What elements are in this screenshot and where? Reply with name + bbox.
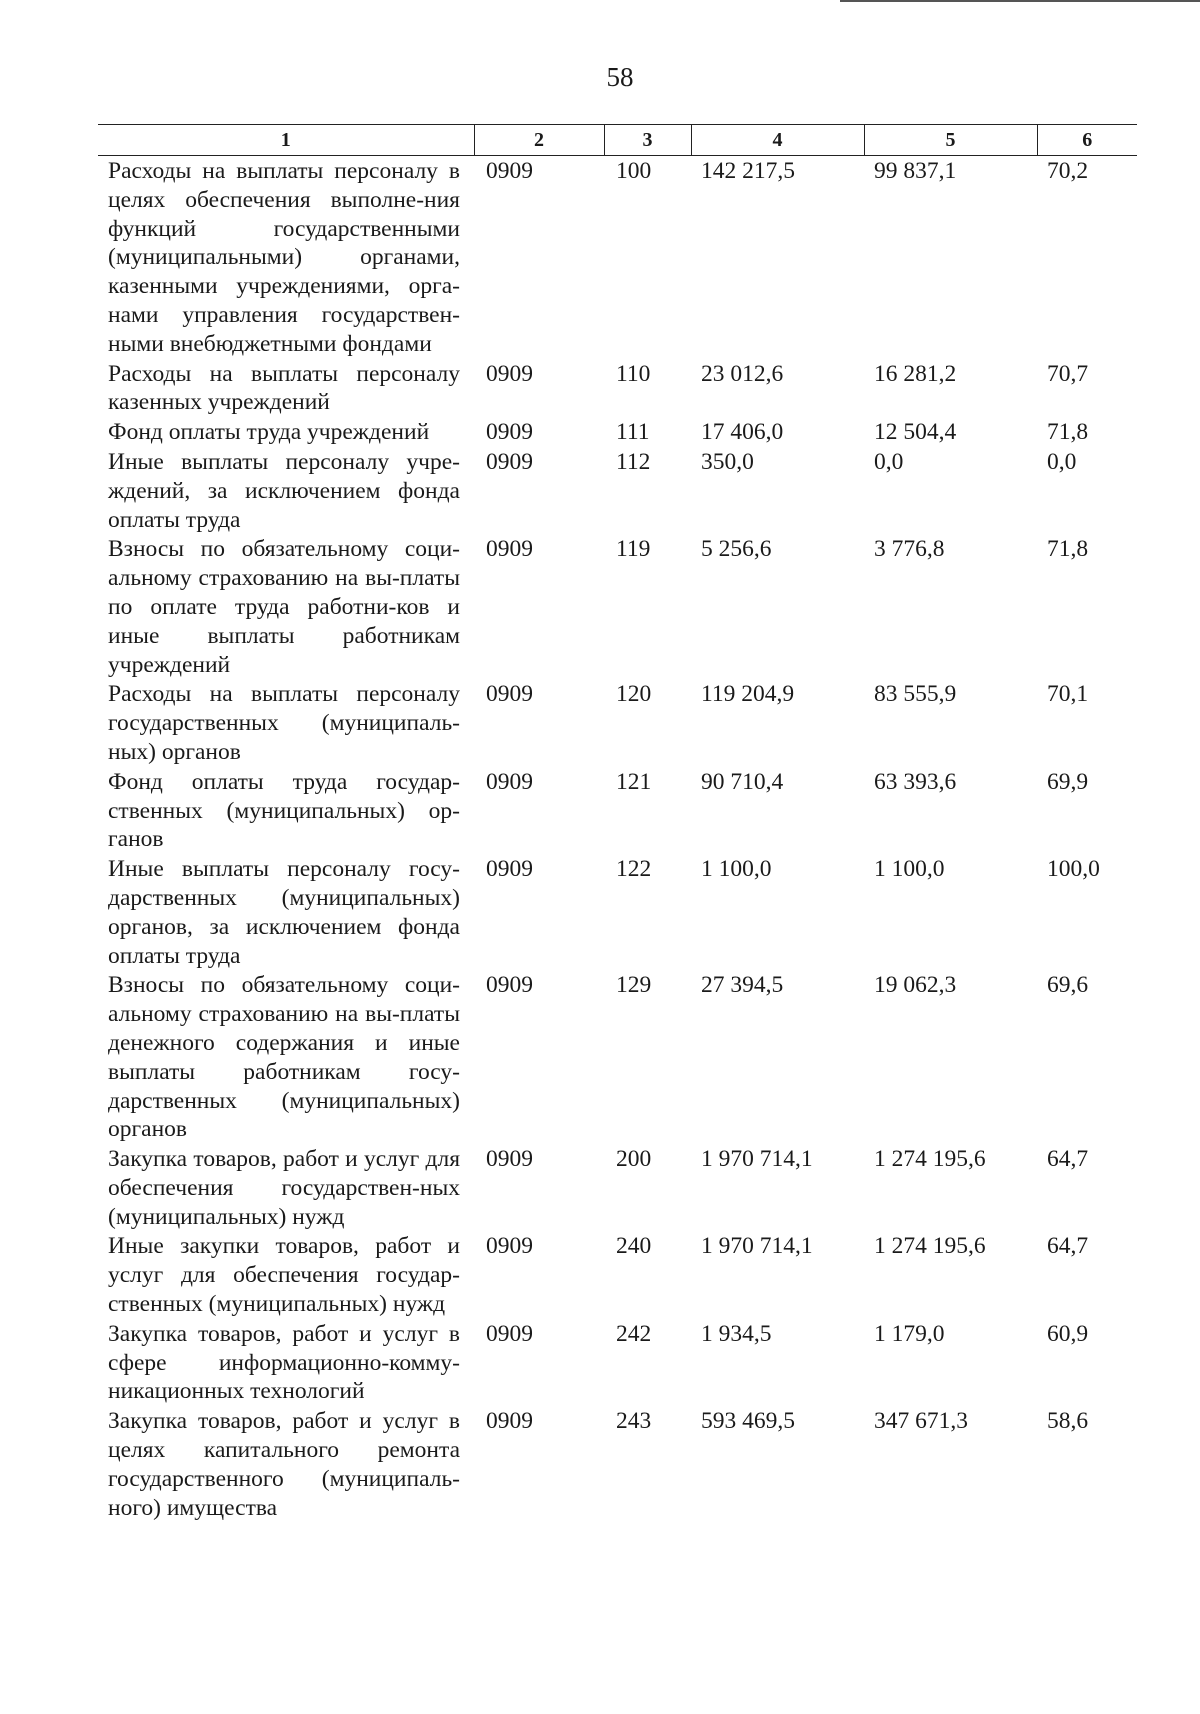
completion-percent: 64,7	[1047, 1146, 1089, 1173]
planned-amount: 5 256,6	[701, 536, 772, 563]
planned-amount: 350,0	[701, 448, 754, 475]
expense-type-code: 112	[616, 448, 651, 475]
planned-amount: 1 970 714,1	[701, 1146, 813, 1173]
expense-type-code: 122	[616, 856, 652, 883]
section-code: 0909	[486, 856, 533, 883]
section-code: 0909	[486, 1146, 533, 1173]
expense-type-code: 111	[616, 419, 650, 446]
completion-percent: 70,7	[1047, 360, 1089, 387]
table-row	[98, 1231, 1137, 1318]
expense-type-code: 121	[616, 768, 652, 795]
section-code: 0909	[486, 158, 533, 184]
expense-name: Фонд оплаты труда учреждений	[108, 419, 430, 446]
section-code: 0909	[486, 768, 533, 795]
expense-type-code: 100	[616, 158, 652, 184]
planned-amount: 23 012,6	[701, 360, 784, 387]
expense-name: Расходы на выплаты персоналу казенных учреждений	[108, 360, 460, 416]
expense-name: Иные закупки товаров, работ и услуг для обеспечения государ-ственных (муниципальных) нужд	[108, 1233, 460, 1318]
actual-amount: 99 837,1	[874, 158, 957, 184]
planned-amount: 119 204,9	[701, 681, 795, 708]
table-header-row	[98, 125, 1137, 156]
completion-percent: 100,0	[1047, 856, 1100, 883]
actual-amount: 19 062,3	[874, 972, 957, 999]
planned-amount: 1 934,5	[701, 1320, 772, 1347]
expense-name: Закупка товаров, работ и услуг в сфере информационно-комму-никационных технологий	[108, 1320, 460, 1405]
expense-type-code: 120	[616, 681, 652, 708]
expense-name: Расходы на выплаты персоналу государственных (муниципаль-ных) органов	[108, 681, 460, 765]
top-edge-rule	[840, 0, 1200, 2]
expense-type-code: 129	[616, 972, 652, 999]
expense-type-code: 200	[616, 1146, 652, 1173]
column-header-4: 4	[691, 125, 864, 156]
expense-name: Взносы по обязательному соци-альному страхованию на вы-платы денежного содержания и иные выплаты работникам госу-дарственных (муниципальных) органов	[108, 972, 460, 1143]
actual-amount: 3 776,8	[874, 536, 945, 563]
actual-amount: 1 274 195,6	[874, 1146, 986, 1173]
planned-amount: 142 217,5	[701, 158, 795, 184]
table-row	[98, 359, 1137, 418]
table-row	[98, 970, 1137, 1144]
section-code: 0909	[486, 448, 533, 475]
table-row	[98, 679, 1137, 766]
section-code: 0909	[486, 536, 533, 563]
planned-amount: 90 710,4	[701, 768, 784, 795]
completion-percent: 60,9	[1047, 1320, 1089, 1347]
expense-name: Фонд оплаты труда государ-ственных (муниципальных) ор-ганов	[108, 768, 460, 853]
expense-type-code: 110	[616, 360, 651, 387]
completion-percent: 70,1	[1047, 681, 1089, 708]
completion-percent: 58,6	[1047, 1408, 1089, 1435]
expense-type-code: 240	[616, 1233, 652, 1260]
section-code: 0909	[486, 360, 533, 387]
actual-amount: 16 281,2	[874, 360, 957, 387]
completion-percent: 71,8	[1047, 419, 1089, 446]
actual-amount: 1 100,0	[874, 856, 945, 883]
planned-amount: 27 394,5	[701, 972, 784, 999]
section-code: 0909	[486, 681, 533, 708]
expense-name: Закупка товаров, работ и услуг для обеспечения государствен-ных (муниципальных) нужд	[108, 1146, 460, 1230]
table-row	[98, 854, 1137, 970]
budget-table	[98, 124, 1137, 1522]
table-row	[98, 156, 1137, 359]
table-row	[98, 767, 1137, 854]
table-body	[98, 156, 1137, 1523]
table-row	[98, 534, 1137, 679]
completion-percent: 64,7	[1047, 1233, 1089, 1260]
completion-percent: 71,8	[1047, 536, 1089, 563]
expense-type-code: 243	[616, 1408, 652, 1435]
expense-name: Взносы по обязательному соци-альному страхованию на вы-платы по оплате труда работни-ков и иные выплаты работникам учреждений	[108, 536, 460, 678]
expense-name: Иные выплаты персоналу учре-ждений, за исключением фонда оплаты труда	[108, 448, 460, 533]
table-row	[98, 417, 1137, 447]
planned-amount: 593 469,5	[701, 1408, 795, 1435]
table-row	[98, 1406, 1137, 1522]
expense-name: Закупка товаров, работ и услуг в целях капитального ремонта государственного (муниципаль-ного) имущества	[108, 1408, 460, 1521]
planned-amount: 1 100,0	[701, 856, 772, 883]
actual-amount: 347 671,3	[874, 1408, 968, 1435]
page-number: 58	[606, 62, 634, 92]
actual-amount: 83 555,9	[874, 681, 957, 708]
expense-type-code: 119	[616, 536, 651, 563]
expense-type-code: 242	[616, 1320, 652, 1347]
table-row	[98, 1144, 1137, 1231]
column-header-3: 3	[604, 125, 691, 156]
planned-amount: 17 406,0	[701, 419, 784, 446]
actual-amount: 0,0	[874, 448, 904, 475]
section-code: 0909	[486, 972, 533, 999]
actual-amount: 1 274 195,6	[874, 1233, 986, 1260]
expense-name: Иные выплаты персоналу госу-дарственных (муниципальных) органов, за исключением фонда оплаты труда	[108, 856, 460, 969]
expense-name: Расходы на выплаты персоналу в целях обеспечения выполне-ния функций государственными (муниципальными) органами, казенными учреждениями, орга-нами управления государствен-ными внебюджетными фондами	[108, 158, 460, 357]
actual-amount: 63 393,6	[874, 768, 957, 795]
table-row	[98, 447, 1137, 534]
completion-percent: 69,9	[1047, 768, 1089, 795]
actual-amount: 12 504,4	[874, 419, 957, 446]
column-header-1: 1	[98, 125, 474, 156]
section-code: 0909	[486, 1233, 533, 1260]
completion-percent: 70,2	[1047, 158, 1089, 184]
completion-percent: 69,6	[1047, 972, 1089, 999]
section-code: 0909	[486, 419, 533, 446]
section-code: 0909	[486, 1320, 533, 1347]
actual-amount: 1 179,0	[874, 1320, 945, 1347]
planned-amount: 1 970 714,1	[701, 1233, 813, 1260]
column-header-5: 5	[864, 125, 1037, 156]
section-code: 0909	[486, 1408, 533, 1435]
column-header-2: 2	[474, 125, 604, 156]
table-row	[98, 1319, 1137, 1406]
column-header-6: 6	[1037, 125, 1137, 156]
completion-percent: 0,0	[1047, 448, 1077, 475]
